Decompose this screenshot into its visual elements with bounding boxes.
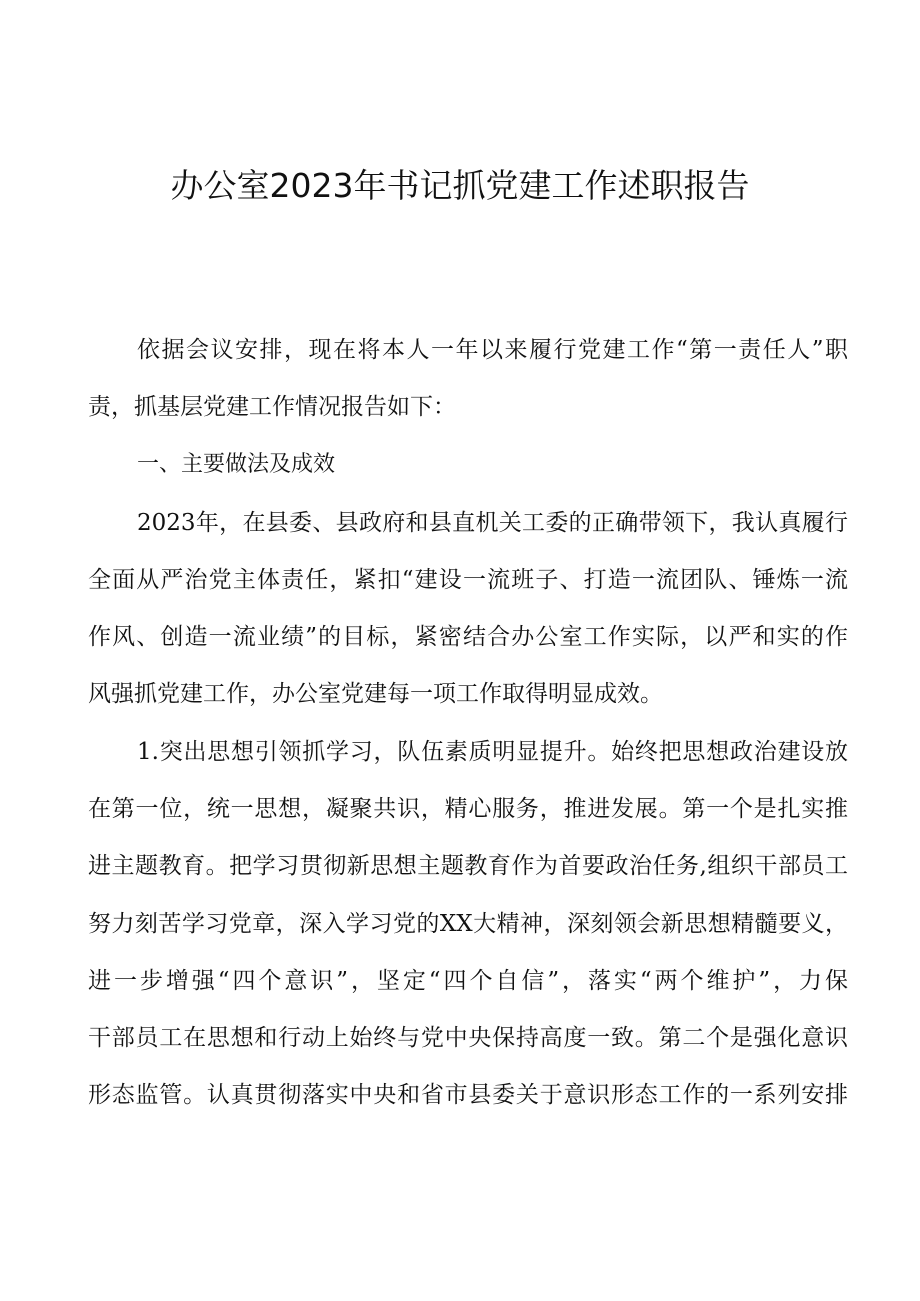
paragraph-line: 1.突出思想引领抓学习，队伍素质明显提升。始终把思想政治建设放 xyxy=(137,739,848,765)
paragraph-line: 作风、创造一流业绩”的目标，紧密结合办公室工作实际，以严和实的作 xyxy=(88,624,848,650)
paragraph-line: 风强抓党建工作，办公室党建每一项工作取得明显成效。 xyxy=(88,681,663,707)
paragraph-line: 干部员工在思想和行动上始终与党中央保持高度一致。第二个是强化意识 xyxy=(88,1025,848,1051)
intro-line: 责，抓基层党建工作情况报告如下： xyxy=(88,394,456,420)
intro-line: 依据会议安排，现在将本人一年以来履行党建工作“第一责任人”职 xyxy=(137,337,848,363)
paragraph-line: 努力刻苦学习党章，深入学习党的XX大精神，深刻领会新思想精髓要义， xyxy=(88,911,848,937)
paragraph-line: 进主题教育。把学习贯彻新思想主题教育作为首要政治任务,组织干部员工 xyxy=(88,853,848,879)
paragraph-line: 形态监管。认真贯彻落实中央和省市县委关于意识形态工作的一系列安排 xyxy=(88,1082,848,1108)
paragraph-line: 在第一位，统一思想，凝聚共识，精心服务，推进发展。第一个是扎实推 xyxy=(88,796,848,822)
paragraph-line: 2023年，在县委、县政府和县直机关工委的正确带领下，我认真履行 xyxy=(137,510,848,536)
section-heading: 一、主要做法及成效 xyxy=(137,452,336,477)
document-title: 办公室2023年书记抓党建工作述职报告 xyxy=(170,166,750,205)
paragraph-line: 进一步增强“四个意识”，坚定“四个自信”，落实“两个维护”，力保 xyxy=(88,968,848,994)
paragraph-line: 全面从严治党主体责任，紧扣“建设一流班子、打造一流团队、锤炼一流 xyxy=(88,567,848,593)
